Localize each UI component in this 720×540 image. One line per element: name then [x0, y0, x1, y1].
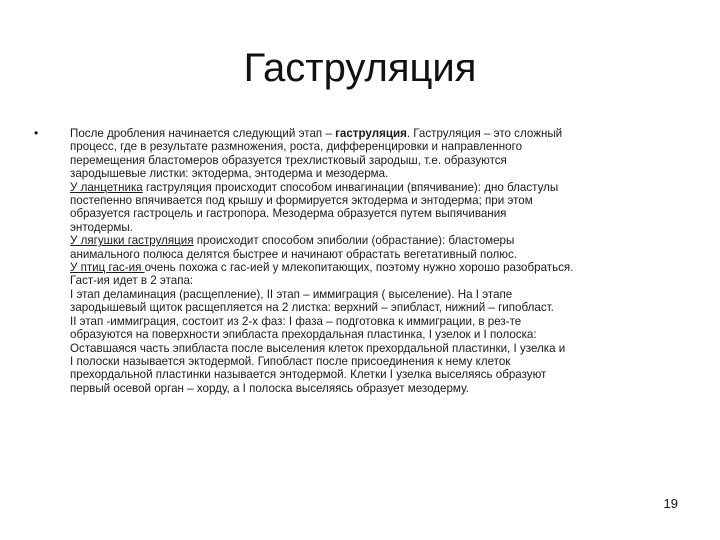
text-line: процесс, где в результате размножения, роста, дифференцировки и направленного — [70, 140, 523, 154]
text-line: первый осевой орган – хорду, а I полоска выселяясь образует мезодерму. — [70, 381, 469, 395]
text-line — [70, 181, 696, 194]
underlined-heading-frog: У лягушки гаструляция — [70, 234, 194, 248]
text-segment: . Гаструляция – это сложный — [406, 127, 563, 140]
text-line: Оставшаяся часть эпибласта после выселения клеток прехордальной пластинки, I узелка и — [70, 341, 566, 355]
bullet-marker: • — [34, 126, 39, 140]
page-number: 19 — [663, 496, 678, 511]
term-gastrulation: гаструляция — [335, 127, 407, 140]
underlined-heading-birds: У птиц гас-ия — [70, 261, 145, 275]
text-line: II этап -иммиграция, состоит из 2-х фаз: I фаза – подготовка к иммиграции, в рез-те — [70, 314, 522, 328]
text-line: анимального полюса делятся быстрее и начинают обрастать вегетативный полюс. — [70, 247, 518, 261]
text-line: постепенно впячивается под крышу и формируется эктодерма и энтодерма; при этом — [70, 194, 533, 208]
text-line — [70, 261, 696, 274]
slide-title: Гаструляция — [243, 46, 477, 90]
text-line — [70, 127, 696, 140]
text-line: образуется гастроцель и гастропора. Мезодерма образуется путем выпячивания — [70, 207, 507, 221]
text-segment: После дробления начинается следующий этап – — [70, 127, 336, 140]
text-line: I этап деламинация (расщепление), II этап – иммиграция ( выселение). На I этапе — [70, 287, 513, 301]
text-segment: гаструляция происходит способом инвагинации (впячивание): дно бластулы — [142, 180, 559, 194]
text-line: I полоски называется эктодермой. Гипобласт после присоединения к нему клеток — [70, 354, 511, 368]
text-line — [70, 234, 696, 247]
text-line: зародышевые листки: эктодерма, энтодерма и мезодерма. — [70, 167, 389, 181]
text-segment: очень похожа с гас-ией у млекопитающих, поэтому нужно хорошо разобраться. — [144, 261, 574, 275]
underlined-heading-lancelet: У ланцетника — [70, 180, 143, 194]
text-line: энтодермы. — [70, 220, 133, 234]
text-line: зародышевый щиток расщепляется на 2 листка: верхний – эпибласт, нижний – гипобласт. — [70, 301, 554, 315]
text-segment: происходит способом эпиболии (обрастание): бластомеры — [193, 234, 515, 248]
text-line: образуются на поверхности эпибласта прехордальная пластинка, I узелок и I полоска: — [70, 328, 537, 342]
text-line: перемещения бластомеров образуется трехлистковый зародыш, т.е. образуются — [70, 153, 507, 167]
slide-body-text — [70, 127, 696, 395]
text-line: прехордальной пластинки называется энтодермой. Клетки I узелка выселяясь образуют — [70, 368, 547, 382]
text-line: Гаст-ия идет в 2 этапа: — [70, 274, 194, 288]
